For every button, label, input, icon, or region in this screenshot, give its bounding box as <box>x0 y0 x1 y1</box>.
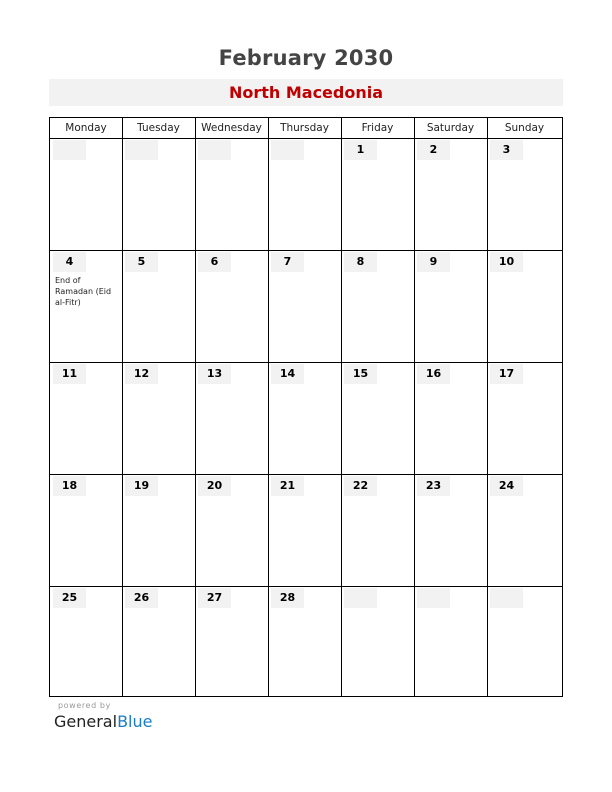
day-number: 27 <box>198 588 231 608</box>
day-number: 14 <box>271 364 304 384</box>
day-number: 9 <box>417 252 450 272</box>
day-cell[interactable] <box>196 587 268 696</box>
day-number: 16 <box>417 364 450 384</box>
day-cell[interactable] <box>51 251 122 362</box>
day-number <box>344 588 377 608</box>
day-number: 4 <box>53 252 86 272</box>
day-number <box>271 140 304 160</box>
day-number: 21 <box>271 476 304 496</box>
day-cell[interactable] <box>269 251 341 362</box>
day-number: 17 <box>490 364 523 384</box>
day-cell[interactable] <box>196 139 268 250</box>
day-number <box>417 588 450 608</box>
day-cell[interactable] <box>269 139 341 250</box>
day-number: 18 <box>53 476 86 496</box>
weekday-header-saturday: Saturday <box>426 122 475 134</box>
day-cell[interactable] <box>415 587 487 696</box>
day-number: 6 <box>198 252 231 272</box>
day-cell[interactable] <box>196 251 268 362</box>
day-number: 5 <box>125 252 158 272</box>
weekday-header-thursday: Thursday <box>280 122 329 134</box>
day-cell[interactable] <box>51 587 122 696</box>
country-banner <box>49 79 563 106</box>
day-cell[interactable] <box>123 139 195 250</box>
day-cell[interactable] <box>123 363 195 474</box>
day-cell[interactable] <box>196 363 268 474</box>
day-cell[interactable] <box>269 587 341 696</box>
country-name: North Macedonia <box>228 83 384 102</box>
day-number: 19 <box>125 476 158 496</box>
day-cell[interactable] <box>269 363 341 474</box>
day-number: 22 <box>344 476 377 496</box>
weekday-header-tuesday: Tuesday <box>137 122 180 134</box>
day-cell[interactable] <box>342 475 414 586</box>
day-cell[interactable] <box>415 251 487 362</box>
brand-logo[interactable] <box>54 712 152 731</box>
day-cell[interactable] <box>488 475 562 586</box>
day-number: 1 <box>344 140 377 160</box>
day-cell[interactable] <box>488 139 562 250</box>
day-cell[interactable] <box>415 139 487 250</box>
day-cell[interactable] <box>488 363 562 474</box>
holiday-event: End of Ramadan (Eid al-Fitr) <box>55 276 112 307</box>
day-number: 7 <box>271 252 304 272</box>
day-cell[interactable] <box>196 475 268 586</box>
day-cell[interactable] <box>123 475 195 586</box>
brand-general-text: General <box>54 712 118 731</box>
day-number: 20 <box>198 476 231 496</box>
day-number: 13 <box>198 364 231 384</box>
day-number <box>125 140 158 160</box>
day-number <box>490 588 523 608</box>
day-cell[interactable] <box>342 251 414 362</box>
weekday-header-wednesday: Wednesday <box>201 122 262 134</box>
day-cell[interactable] <box>342 139 414 250</box>
calendar-grid <box>49 117 563 697</box>
day-number <box>198 140 231 160</box>
day-number: 15 <box>344 364 377 384</box>
day-cell[interactable] <box>51 139 122 250</box>
day-cell[interactable] <box>123 251 195 362</box>
day-cell[interactable] <box>123 587 195 696</box>
day-cell[interactable] <box>51 363 122 474</box>
day-number: 3 <box>490 140 523 160</box>
day-cell[interactable] <box>342 363 414 474</box>
day-number <box>53 140 86 160</box>
day-cell[interactable] <box>342 587 414 696</box>
day-number: 2 <box>417 140 450 160</box>
weekday-header-friday: Friday <box>361 122 394 134</box>
day-cell[interactable] <box>415 363 487 474</box>
day-cell[interactable] <box>488 251 562 362</box>
brand-blue-text: Blue <box>117 712 153 731</box>
day-number: 25 <box>53 588 86 608</box>
day-number: 28 <box>271 588 304 608</box>
powered-by-label: powered by <box>58 701 111 710</box>
day-number: 26 <box>125 588 158 608</box>
calendar-title: February 2030 <box>218 46 394 70</box>
day-number: 23 <box>417 476 450 496</box>
day-number: 10 <box>490 252 523 272</box>
day-cell[interactable] <box>269 475 341 586</box>
weekday-header-monday: Monday <box>65 122 107 134</box>
day-cell[interactable] <box>488 587 562 696</box>
day-number: 24 <box>490 476 523 496</box>
day-number: 11 <box>53 364 86 384</box>
day-cell[interactable] <box>51 475 122 586</box>
day-number: 12 <box>125 364 158 384</box>
weekday-header-sunday: Sunday <box>504 122 545 134</box>
day-cell[interactable] <box>415 475 487 586</box>
day-number: 8 <box>344 252 377 272</box>
